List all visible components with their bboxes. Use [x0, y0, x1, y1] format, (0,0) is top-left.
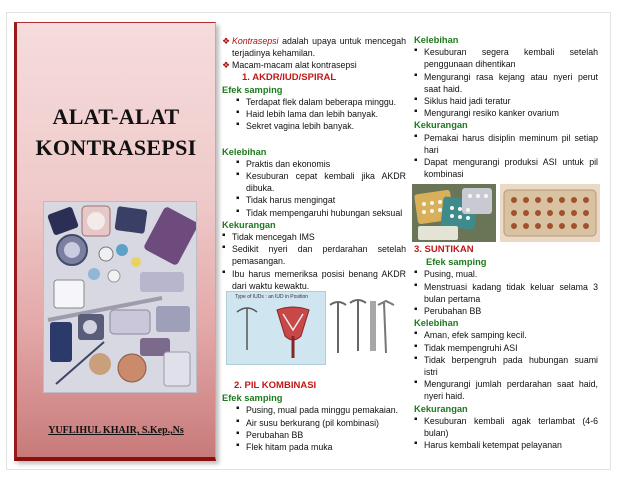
list-item: ▪ Menstruasi kadang tidak keluar selama 3 bulan pertama [414, 281, 598, 305]
cover-title [17, 101, 215, 163]
section-akdr-title: 1. AKDR/IUD/SPIRAL [242, 71, 337, 83]
pil-efek-heading: Efek samping [222, 393, 283, 404]
list-item: ▪ Tidak mempengaruhi hubungan seksual [236, 207, 406, 219]
iud-chart-caption: Type of IUDs : an IUD in Position [235, 294, 309, 300]
akdr-efek-heading: Efek samping [222, 84, 283, 95]
list-item: ▪ Kesuburan segera kembali setelah penggunaan dihentikan [414, 46, 598, 70]
list-item: ▪ Ibu harus memeriksa posisi benang AKDR dari waktu kewaktu. [222, 268, 406, 292]
intro-term: Kontrasepsi [232, 36, 279, 46]
list-item: ▪ Pemakai harus disiplin meminum pil setiap hari [414, 132, 598, 156]
list-item: ▪ Air susu berkurang (pil kombinasi) [236, 417, 406, 429]
list-item: ▪ Aman, efek samping kecil. [414, 329, 598, 341]
list-item: ▪ Flek hitam pada muka [236, 441, 406, 453]
list-item: ▪ Kesuburan kembali agak terlambat (4-6 bulan) [414, 415, 598, 439]
suntik-efek-heading: Efek samping [426, 257, 487, 268]
list-item: ▪ Sekret vagina lebih banyak. [236, 120, 406, 132]
list-item: ▪ Mengurangi jumlah perdarahan saat haid, nyeri haid. [414, 378, 598, 402]
middle-column [222, 34, 406, 292]
list-item: ▪ Harus kembali ketempat pelayanan [414, 439, 598, 451]
section-suntikan [414, 244, 598, 451]
list-item: ▪ Perubahan BB [414, 305, 598, 317]
list-item: ▪ Perubahan BB [236, 429, 406, 441]
section-pil-title: 2. PIL KOMBINASI [234, 380, 317, 391]
cover-panel [14, 22, 216, 461]
list-item: ▪ Terdapat flek dalam beberapa minggu. [236, 96, 406, 108]
section-pil [222, 380, 406, 453]
list-item: ▪ Praktis dan ekonomis [236, 158, 406, 170]
cover-title-line1: ALAT-ALAT [52, 104, 180, 129]
cover-title-line2: KONTRASEPSI [35, 135, 197, 160]
cover-author: YUFLIHUL KHAIR, S.Kep.,Ns [48, 425, 184, 436]
intro-rest: adalah upaya untuk mencegah terjadinya kehamilan. [232, 36, 406, 59]
contraceptives-photo [43, 201, 197, 393]
suntik-kelebihan-heading: Kelebihan [414, 318, 459, 329]
list-item: ▪ Pusing, mual pada minggu pemakaian. [236, 404, 406, 416]
right-column [414, 34, 598, 180]
iud-position-chart [226, 291, 326, 365]
list-item: ▪ Sedikit nyeri dan perdarahan setelah pemasangan. [222, 243, 406, 267]
types-line: ❖ Macam-macam alat kontrasepsi [222, 59, 406, 71]
list-item: ▪ Kesuburan cepat kembali jika AKDR dibuka. [236, 170, 406, 194]
section-suntikan-title: 3. SUNTIKAN [414, 244, 474, 255]
list-item: ▪ Tidak harus mengingat [236, 194, 406, 206]
list-item: ▪ Tidak berpengruh pada hubungan suami istri [414, 354, 598, 378]
akdr-kelebihan-heading: Kelebihan [222, 146, 267, 157]
list-item: ▪ Mengurangi resiko kanker ovarium [414, 107, 598, 119]
pill-packs-photo [412, 184, 496, 242]
list-item: ▪ Mengurangi rasa kejang atau nyeri perut saat haid. [414, 71, 598, 95]
intro-paragraph [222, 35, 406, 59]
list-item: ▪ Haid lebih lama dan lebih banyak. [236, 108, 406, 120]
akdr-kekurangan-heading: Kekurangan [222, 219, 276, 230]
pil-kelebihan-heading: Kelebihan [414, 35, 459, 45]
list-item: ▪ Tidak mempengruhi ASI [414, 342, 598, 354]
suntik-kekurangan-heading: Kekurangan [414, 403, 468, 414]
pill-blister-image [500, 184, 600, 242]
pil-kekurangan-heading: Kekurangan [414, 120, 468, 131]
list-item: ▪ Siklus haid jadi teratur [414, 95, 598, 107]
iud-devices-image [326, 291, 398, 363]
list-item: ▪ Pusing, mual. [414, 268, 598, 280]
list-item: ▪ Dapat mengurangi produksi ASI untuk pil kombinasi [414, 156, 598, 180]
list-item: ▪ Tidak mencegah IMS [222, 231, 406, 243]
